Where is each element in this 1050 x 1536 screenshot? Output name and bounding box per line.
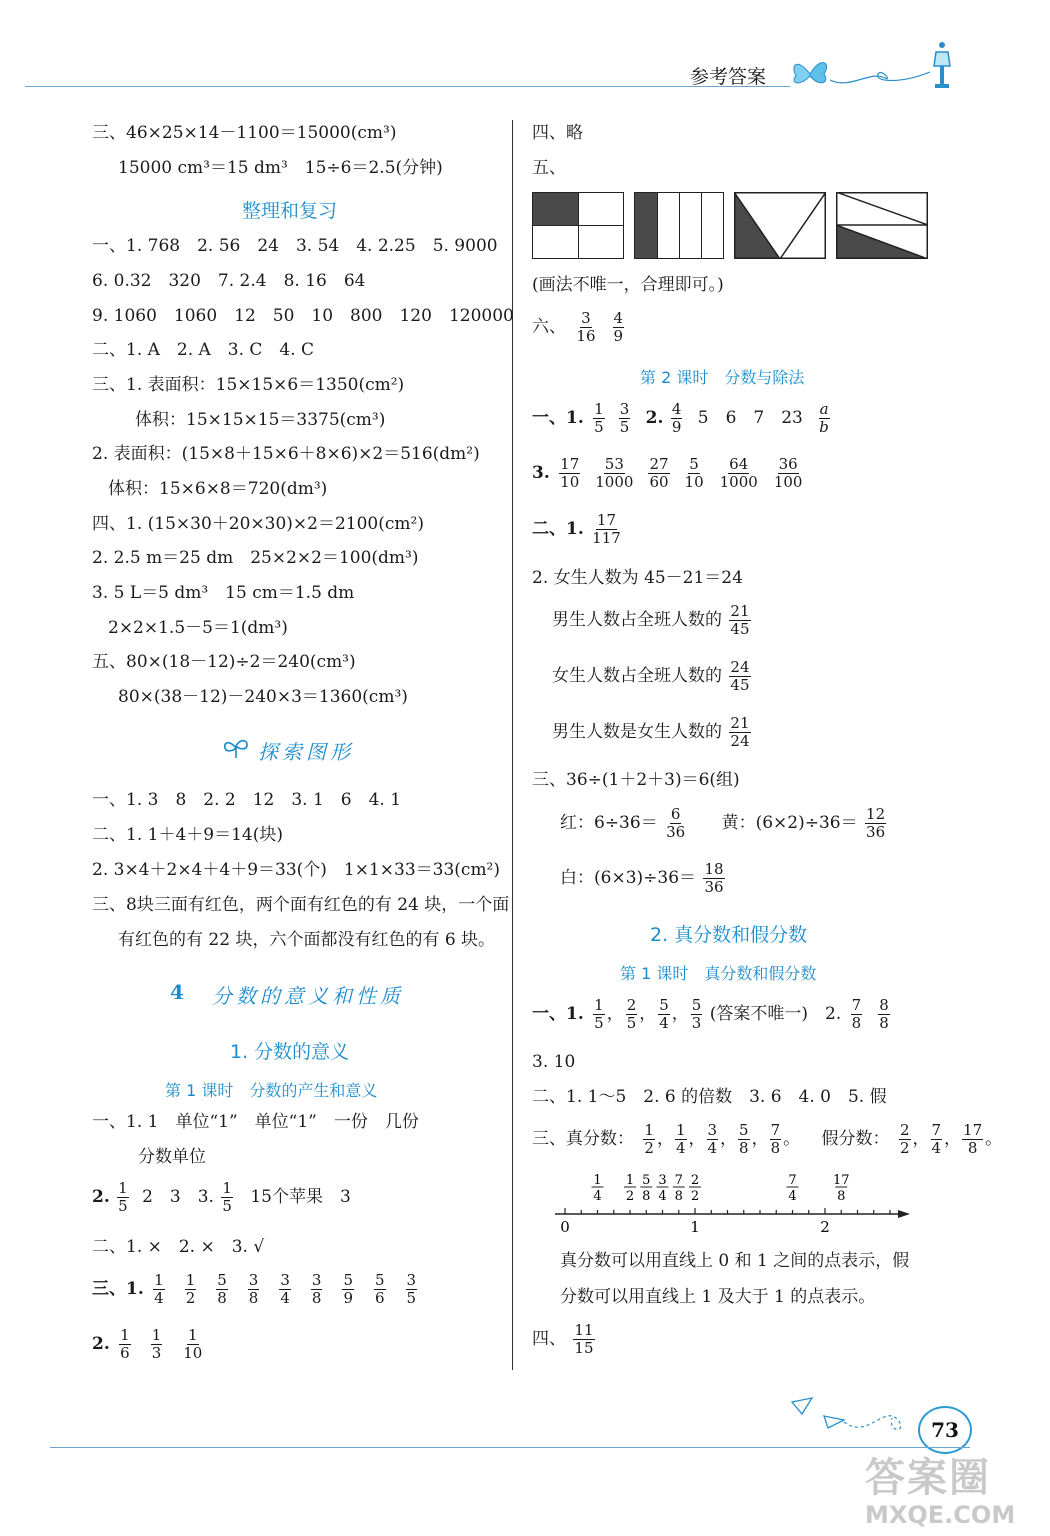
answer-line: 2. 表面积：(15×8＋15×6＋8×6)×2＝516(dm²): [92, 444, 480, 464]
answer-line: [92, 1180, 351, 1215]
fraction: $\frac{3}{16}$: [576, 309, 596, 345]
separator: ，: [671, 1004, 689, 1024]
fraction: $\frac{5}{8}$: [217, 1271, 227, 1307]
svg-text:4: 4: [788, 1189, 797, 1204]
fraction-list: [149, 1271, 419, 1307]
answer-line: 15000 cm³＝15 dm³ 15÷6＝2.5(分钟): [118, 158, 443, 178]
number-line-label: 1: [690, 1218, 700, 1236]
number-line-svg: [555, 1172, 910, 1238]
answer-line: 三、36÷(1＋2＋3)＝6(组): [532, 770, 740, 790]
svg-text:2: 2: [690, 1189, 700, 1204]
unit-title: 分数的意义和性质: [212, 984, 404, 1008]
answer-line: [532, 1322, 597, 1357]
number-line-fraction-label: [833, 1173, 850, 1204]
answer-line: 四、略: [532, 123, 583, 143]
fraction: $\frac{1}{4}$: [675, 1121, 686, 1157]
fraction: $\frac{1}{2}$: [644, 1121, 654, 1157]
fraction-list: [589, 400, 632, 436]
fraction: $\frac{17}{117}$: [592, 511, 621, 547]
fraction: $\frac{1}{10}$: [183, 1326, 203, 1362]
fraction-diagram-1: [532, 192, 624, 259]
answer-line: 分数单位: [138, 1147, 206, 1167]
svg-text:8: 8: [837, 1189, 846, 1204]
fraction-list: [571, 309, 626, 345]
fraction: $\frac{7}{8}$: [770, 1121, 781, 1157]
sprout-icon: [222, 736, 250, 760]
fraction: $\frac{7}{4}$: [931, 1121, 942, 1157]
fraction: $\frac{5}{3}$: [691, 996, 702, 1032]
answer-line: [552, 715, 753, 750]
fraction: $\frac{3}{5}$: [619, 400, 630, 436]
fraction: $\frac{17}{10}$: [560, 455, 580, 491]
separator: ，: [688, 1129, 706, 1149]
number-line-label: 0: [560, 1218, 570, 1236]
answer-text: 黄：(6×2)÷36＝: [721, 813, 858, 833]
number-line-fraction-label: [592, 1173, 604, 1204]
fraction: $\frac{4}{9}$: [671, 400, 682, 436]
fraction: $\frac{18}{36}$: [704, 860, 724, 896]
fraction: $\frac{3}{4}$: [707, 1121, 718, 1157]
fraction: $\frac{7}{8}$: [851, 996, 862, 1032]
answer-line: 3. 5 L＝5 dm³ 15 cm＝1.5 dm: [92, 583, 355, 603]
question-number: 2.: [92, 1187, 110, 1207]
fraction-list: [639, 1121, 801, 1157]
fraction: $\frac{4}{9}$: [613, 309, 624, 345]
answer-line: 四、1. (15×30＋20×30)×2＝2100(cm²): [92, 514, 424, 534]
paper-plane-icon: [788, 1394, 918, 1444]
fraction: $\frac{3}{8}$: [311, 1271, 322, 1307]
answer-text: 15个苹果 3: [250, 1187, 351, 1207]
fraction: $\frac{2}{2}$: [899, 1121, 910, 1157]
answer-line: [532, 401, 832, 436]
subsection-title: 2. 真分数和假分数: [650, 924, 808, 946]
answer-line: 二、1. 1～5 2. 6 的倍数 3. 6 4. 0 5. 假: [532, 1087, 887, 1107]
header-title: 参考答案: [690, 66, 767, 88]
number-line-fraction-label: [787, 1173, 799, 1204]
fraction: $\frac{1}{2}$: [185, 1271, 196, 1307]
answer-text: 男生人数占全班人数的: [552, 610, 722, 630]
answer-line: [552, 659, 753, 694]
svg-text:4: 4: [658, 1189, 667, 1204]
question-number: 四、: [532, 1329, 566, 1349]
fraction: $\frac{21}{45}$: [730, 602, 750, 638]
answer-line: (画法不唯一，合理即可。): [532, 275, 724, 295]
unit-number: 4: [170, 980, 188, 1004]
answer-text: 白：(6×3)÷36＝: [560, 868, 697, 888]
fraction: $\frac{5}{10}$: [684, 455, 704, 491]
answer-line: 五、80×(18－12)÷2＝240(cm³): [92, 652, 356, 672]
fraction: $\frac{1}{5}$: [594, 400, 604, 436]
answer-text: 2 3 3.: [142, 1187, 214, 1207]
separator: ，: [912, 1129, 930, 1149]
header-rule: [25, 86, 790, 87]
answer-line: 2. 3×4＋2×4＋4＋9＝33(个) 1×1×33＝33(cm²): [92, 860, 501, 880]
fraction: $\frac{1}{5}$: [118, 1179, 128, 1215]
fraction-diagram-2: [634, 192, 724, 259]
separator: ，: [656, 1129, 674, 1149]
answer-line: [560, 861, 727, 896]
answer-line: 9. 1060 1060 12 50 10 800 120 120000: [92, 306, 514, 326]
answer-line: [532, 512, 624, 547]
section-title-explore: 探索图形: [258, 740, 354, 764]
fraction: $\frac{5}{8}$: [739, 1121, 749, 1157]
answer-line: [532, 1122, 1002, 1157]
fraction: $\frac{1}{5}$: [222, 1179, 232, 1215]
answer-line: [532, 310, 626, 345]
answer-text: 5 6 7 23: [697, 408, 803, 428]
butterfly-icon: [788, 56, 833, 90]
answer-line: 一、1. 3 8 2. 2 12 3. 1 6 4. 1: [92, 790, 402, 810]
fraction: $\frac{21}{24}$: [730, 714, 750, 750]
question-number: 二、1.: [532, 519, 584, 539]
question-number: 一、1.: [532, 1004, 584, 1024]
number-line-fraction-label: [689, 1173, 701, 1204]
answer-line: 3. 10: [532, 1052, 576, 1072]
question-number: 六、: [532, 317, 566, 337]
lesson-title: 第 2 课时 分数与除法: [640, 368, 805, 387]
number-line-arrow: [898, 1210, 910, 1218]
answer-line: 体积：15×15×15＝3375(cm³): [135, 410, 386, 430]
question-number: 3.: [532, 463, 550, 483]
fraction: $\frac{12}{36}$: [866, 805, 886, 841]
question-number: 2.: [92, 1334, 110, 1354]
number-line-fraction-label: [657, 1173, 669, 1204]
number-line-fraction-label: [624, 1173, 636, 1204]
fraction: $\frac{1}{3}$: [151, 1326, 162, 1362]
fraction: $\frac{3}{8}$: [248, 1271, 259, 1307]
answer-line: 有红色的有 22 块，六个面都没有红色的有 6 块。: [118, 930, 496, 950]
svg-text:7: 7: [788, 1173, 797, 1188]
fraction: $\frac{1}{6}$: [120, 1326, 130, 1362]
fraction: $\frac{24}{45}$: [730, 658, 750, 694]
answer-line: 分数可以用直线上 1 及大于 1 的点表示。: [560, 1287, 876, 1307]
fraction: $\frac{36}{100}$: [773, 455, 803, 491]
answer-line: 二、1. 1＋4＋9＝14(块): [92, 825, 283, 845]
answer-line: 二、1. × 2. × 3. √: [92, 1237, 265, 1257]
fraction: $\frac{5}{6}$: [374, 1271, 385, 1307]
separator: ，: [639, 1004, 657, 1024]
number-line-label: 2: [820, 1218, 830, 1236]
answer-line: 二、1. A 2. A 3. C 4. C: [92, 340, 315, 360]
question-number: 一、1.: [532, 408, 584, 428]
answer-line: 2. 2.5 m＝25 dm 25×2×2＝100(dm³): [92, 548, 419, 568]
svg-text:3: 3: [658, 1173, 667, 1188]
fraction: $\frac{53}{1000}$: [595, 455, 634, 491]
question-number: 三、1.: [92, 1279, 144, 1299]
question-number: 2.: [645, 408, 664, 428]
answer-text: 女生人数占全班人数的: [552, 666, 722, 686]
answer-line: 80×(38－12)－240×3＝1360(cm³): [118, 687, 408, 707]
svg-text:1: 1: [593, 1173, 602, 1188]
watermark-url: MXQE.COM: [865, 1501, 1016, 1529]
fraction: $\frac{1}{5}$: [594, 996, 604, 1032]
lamp-icon: [928, 40, 956, 90]
number-line-fraction-label: [673, 1173, 685, 1204]
lesson-title: 第 1 课时 分数的产生和意义: [165, 1081, 378, 1100]
shaded-region: [533, 193, 578, 225]
answer-line: [92, 1272, 419, 1307]
answer-line: 一、1. 768 2. 56 24 3. 54 4. 2.25 5. 9000: [92, 236, 498, 256]
answer-line: 三、8块三面有红色，两个面有红色的有 24 块，一个面: [92, 895, 510, 915]
svg-text:1: 1: [625, 1173, 635, 1188]
svg-text:4: 4: [593, 1189, 602, 1204]
lesson-title: 第 1 课时 真分数和假分数: [620, 964, 817, 983]
fraction-list: [589, 996, 704, 1032]
answer-line: 三、1. 表面积：15×15×6＝1350(cm²): [92, 375, 405, 395]
footer-rule: [50, 1447, 970, 1448]
fraction-list: [847, 996, 892, 1032]
answer-text: 红：6÷36＝: [560, 813, 658, 833]
answer-line: [532, 997, 892, 1032]
fraction: $\frac{2}{5}$: [626, 996, 637, 1032]
svg-text:2: 2: [625, 1189, 635, 1204]
fraction: $\frac{5}{4}$: [659, 996, 669, 1032]
watermark: [865, 1455, 1045, 1535]
fraction-list: [555, 455, 805, 491]
answer-line: 2×2×1.5－5＝1(dm³): [108, 618, 288, 638]
answer-line: 五、: [532, 158, 566, 178]
swirl-decoration-icon: [830, 60, 930, 90]
number-line-fraction-label: [640, 1173, 652, 1204]
answer-line: [532, 456, 805, 491]
separator: ，: [606, 1004, 624, 1024]
fraction: $\frac{11}{15}$: [574, 1321, 594, 1357]
fraction-diagram-3: [734, 192, 826, 259]
separator: 。: [985, 1129, 1003, 1149]
separator: ，: [751, 1129, 769, 1149]
answer-line: 2. 女生人数为 45－21＝24: [532, 568, 743, 588]
svg-text:2: 2: [690, 1173, 700, 1188]
svg-text:8: 8: [674, 1189, 683, 1204]
fraction: $\frac{3}{5}$: [406, 1271, 417, 1307]
fraction: $\frac{17}{8}$: [963, 1121, 983, 1157]
answer-text: 三、真分数：: [532, 1129, 634, 1149]
answer-text: 男生人数是女生人数的: [552, 722, 722, 742]
fraction: $\frac{8}{8}$: [879, 996, 889, 1032]
separator: ，: [944, 1129, 962, 1149]
separator: ，: [720, 1129, 738, 1149]
svg-text:7: 7: [674, 1173, 683, 1188]
fraction: $\frac{1}{4}$: [154, 1271, 164, 1307]
answer-line: 6. 0.32 320 7. 2.4 8. 16 64: [92, 271, 366, 291]
answer-line: 体积：15×6×8＝720(dm³): [108, 479, 328, 499]
watermark-logo-text: 答案圈: [865, 1455, 991, 1501]
fraction-diagram-4: [836, 192, 928, 259]
answer-line: [560, 806, 888, 841]
fraction: $\frac{5}{9}$: [343, 1271, 353, 1307]
fraction: $\frac{3}{4}$: [280, 1271, 290, 1307]
fraction-list: [895, 1121, 1003, 1157]
answer-line: [552, 603, 753, 638]
shaded-region: [635, 193, 657, 259]
number-line: [555, 1172, 910, 1238]
fraction: $\frac{6}{36}$: [666, 805, 686, 841]
page-number: 73: [918, 1406, 972, 1454]
svg-text:5: 5: [642, 1173, 651, 1188]
answer-text: (答案不唯一) 2.: [709, 1004, 842, 1024]
answer-line: 一、1. 1 单位“1” 单位“1” 一份 几份: [92, 1112, 419, 1132]
answer-text: 假分数：: [821, 1129, 890, 1149]
subsection-title: 1. 分数的意义: [230, 1041, 350, 1063]
section-title-review: 整理和复习: [242, 200, 338, 222]
fraction-list: [115, 1326, 205, 1362]
answer-line: 三、46×25×14－1100＝15000(cm³): [92, 123, 397, 143]
svg-text:8: 8: [642, 1189, 651, 1204]
answer-line: [92, 1327, 205, 1362]
fraction: $\frac{64}{1000}$: [719, 455, 758, 491]
fraction: $\frac{27}{60}$: [649, 455, 669, 491]
answer-line: 真分数可以用直线上 0 和 1 之间的点表示，假: [560, 1251, 910, 1271]
svg-text:17: 17: [832, 1173, 850, 1188]
separator: 。: [783, 1129, 801, 1149]
fraction: $\frac{a}{b}$: [819, 400, 829, 436]
